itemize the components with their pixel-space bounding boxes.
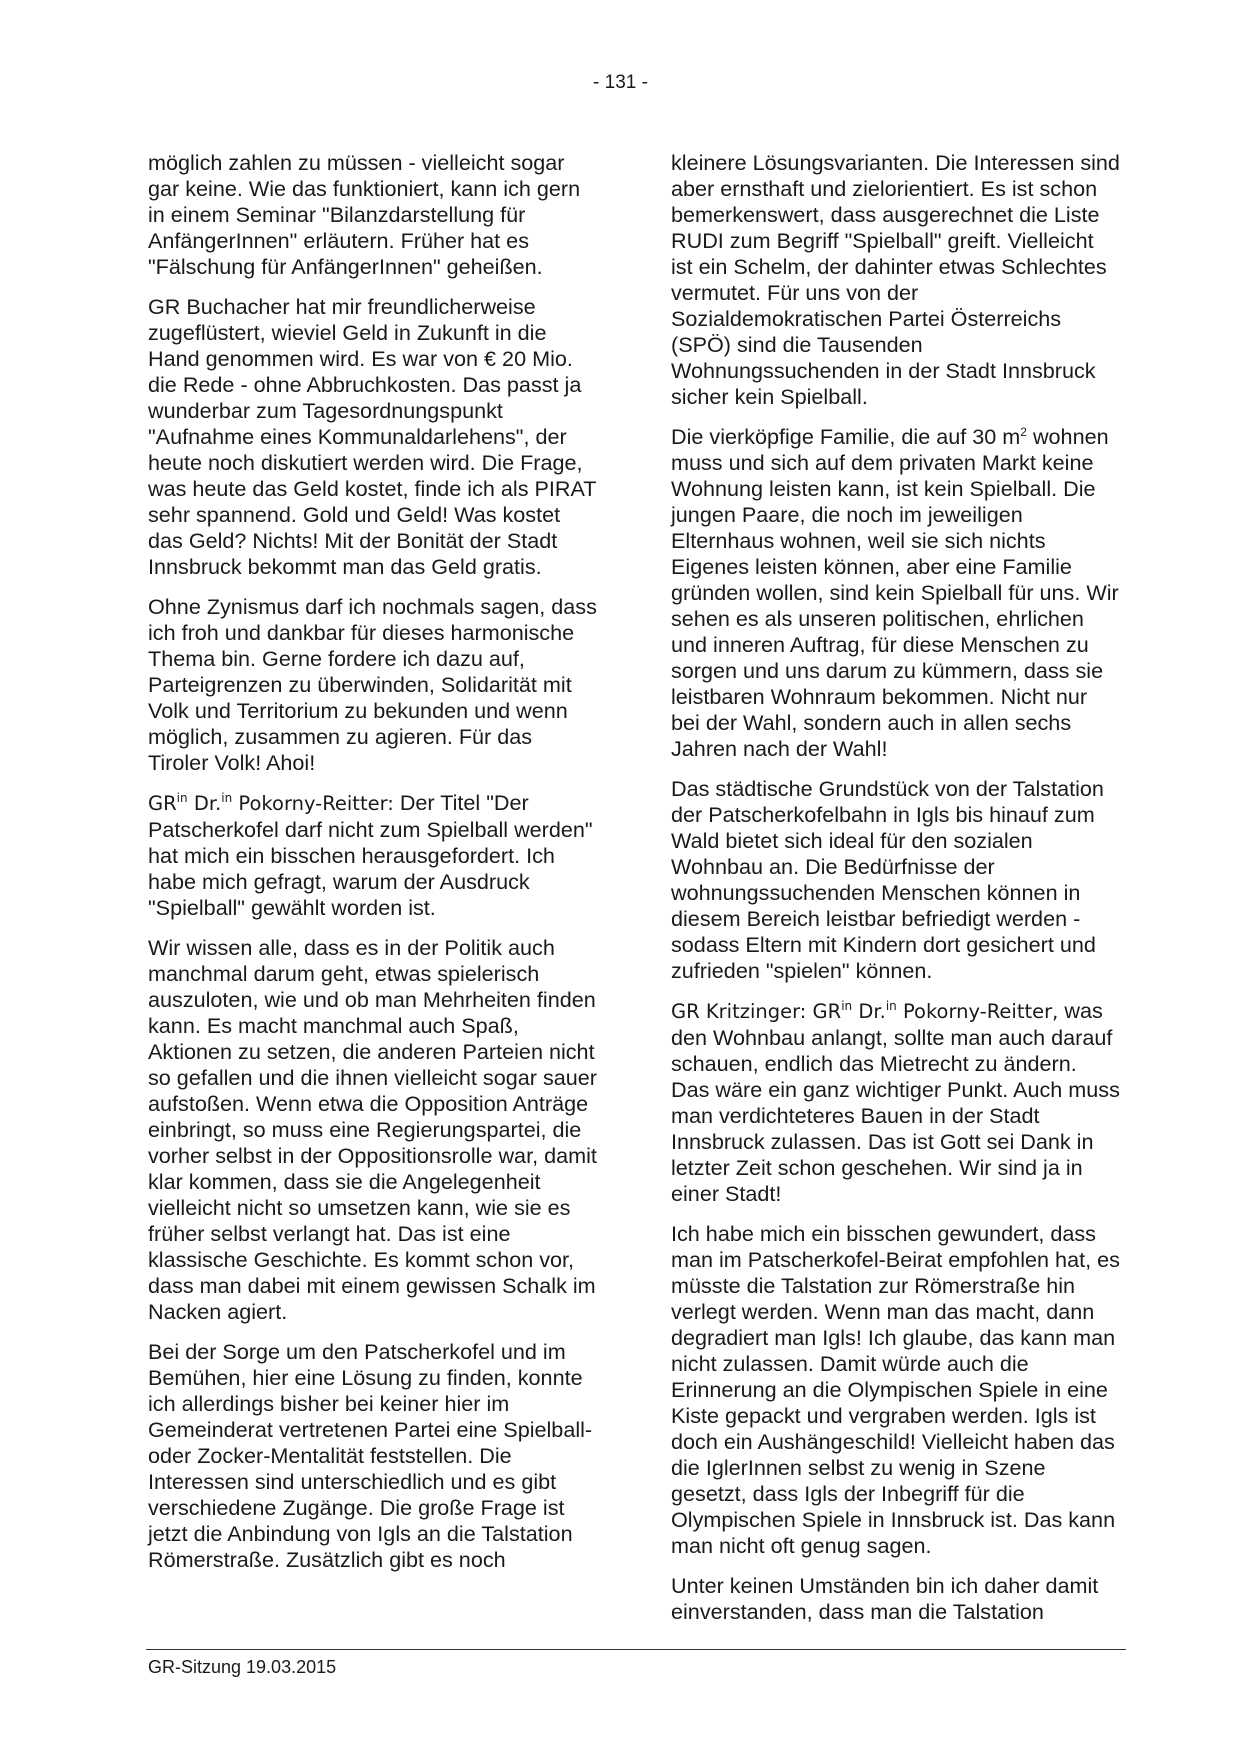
paragraph: möglich zahlen zu müssen - vielleicht sogar gar keine. Wie das funktioniert, kann ich gern in einem Seminar "Bilanzdarstellung für AnfängerInnen" erläutern. Früher hat es "Fälschung für AnfängerInnen" geheißen. (148, 150, 581, 279)
paragraph: kleinere Lösungsvarianten. Die Interessen sind aber ernsthaft und zielorientiert. Es ist schon bemerkenswert, dass ausgerechnet die Liste RUDI zum Begriff "Spielball" greift. Vielleicht ist ein Schelm, der dahinter etwas Schlechtes vermutet. Für uns von der Sozialdemokratischen Partei Österreichs (SPÖ) sind die Tausenden Wohnungssuchenden in der Stadt Innsbruck sicher kein Spielball. (671, 150, 1120, 409)
paragraph-text: was den Wohnbau anlangt, sollte man auch darauf schauen, endlich das Mietrecht zu ändern. Das wäre ein ganz wichtiger Punkt. Auch muss man verdichteteres Bauen in der Stadt Innsbruck zulassen. Das ist Gott sei Dank in letzter Zeit schon geschehen. Wir sind ja in einer Stadt! (671, 998, 1120, 1206)
speaker-label: GR Kritzinger: (671, 1000, 807, 1023)
paragraph-text: Die vierköpfige Familie, die auf 30 m (671, 424, 1021, 449)
superscript: in (841, 999, 853, 1013)
superscript: in (885, 999, 897, 1013)
speaker-name (671, 1000, 1058, 1023)
paragraph: Bei der Sorge um den Patscherkofel und im Bemühen, hier eine Lösung zu finden, konnte ich allerdings bisher bei keiner hier im Gemeinderat vertretenen Partei eine Spielball- oder Zocker-Mentalität feststellen. Die Interessen sind unterschiedlich und es gibt verschiedene Zugänge. Die große Frage ist jetzt die Anbindung von Igls an die Talstation Römerstraße. Zusätzlich gibt es noch (148, 1339, 593, 1572)
speaker-paragraph (148, 790, 598, 921)
paragraph: Wir wissen alle, dass es in der Politik auch manchmal darum geht, etwas spielerisch auszuloten, wie und ob man Mehrheiten finden kann. Es macht manchmal auch Spaß, Aktionen zu setzen, die anderen Parteien nicht so gefallen und die ihnen vielleicht sogar sauer aufstoßen. Wenn etwa die Opposition Anträge einbringt, so muss eine Regierungspartei, die vorher selbst in der Oppositionsrolle war, damit klar kommen, dass sie die Angelegenheit vielleicht nicht so umsetzen kann, wie sie es früher selbst verlangt hat. Das ist eine klassische Geschichte. Es kommt schon vor, dass man dabei mit einem gewissen Schalk im Nacken agiert. (148, 935, 597, 1324)
paragraph: GR Buchacher hat mir freundlicherweise zugeflüstert, wieviel Geld in Zukunft in die Hand genommen wird. Es war von € 20 Mio. die Rede - ohne Abbruchkosten. Das passt ja wunderbar zum Tagesordnungspunkt "Aufnahme eines Kommunaldarlehens", der heute noch diskutiert werden wird. Die Frage, was heute das Geld kostet, finde ich als PIRAT sehr spannend. Gold und Geld! Was kostet das Geld? Nichts! Mit der Bonität der Stadt Innsbruck bekommt man das Geld gratis. (148, 294, 597, 579)
superscript: in (221, 791, 233, 805)
footer-divider (146, 1649, 1126, 1650)
paragraph (671, 424, 1121, 762)
speaker-name (148, 792, 394, 815)
speaker-title: Dr. (187, 792, 222, 815)
speaker-surname: Pokorny-Reitter, (896, 1000, 1059, 1023)
page-number: - 131 - (593, 72, 648, 93)
speaker-title: Dr. (852, 1000, 886, 1023)
right-column (671, 150, 1121, 1639)
left-column (148, 150, 598, 1587)
speaker-paragraph (671, 998, 1121, 1207)
speaker-title: GR (148, 792, 177, 815)
paragraph-text: wohnen muss und sich auf dem privaten Markt keine Wohnung leisten kann, ist kein Spielball. Die jungen Paare, die noch im jeweiligen Elternhaus wohnen, weil sie sich nichts Eigenes leisten können, aber eine Familie gründen wollen, sind kein Spielball für uns. Wir sehen es als unseren politischen, ehrlichen und inneren Auftrag, für diese Menschen zu sorgen und uns darum zu kümmern, dass sie leistbaren Wohnraum bekommen. Nicht nur bei der Wahl, sondern auch in allen sechs Jahren nach der Wahl! (671, 424, 1119, 761)
superscript: 2 (1020, 425, 1027, 439)
superscript: in (176, 791, 188, 805)
speaker-title: GR (806, 1000, 842, 1023)
footer-session-date: GR-Sitzung 19.03.2015 (148, 1657, 337, 1677)
paragraph: Unter keinen Umständen bin ich daher damit einverstanden, dass man die Talstation (671, 1573, 1099, 1624)
paragraph: Ohne Zynismus darf ich nochmals sagen, dass ich froh und dankbar für dieses harmonische Thema bin. Gerne fordere ich dazu auf, Parteigrenzen zu überwinden, Solidarität mit Volk und Territorium zu bekunden und wenn möglich, zusammen zu agieren. Für das Tiroler Volk! Ahoi! (148, 594, 597, 775)
speaker-surname: Pokorny-Reitter: (232, 792, 394, 815)
paragraph: Ich habe mich ein bisschen gewundert, dass man im Patscherkofel-Beirat empfohlen hat, es müsste die Talstation zur Römerstraße hin verlegt werden. Wenn man das macht, dann degradiert man Igls! Ich glaube, das kann man nicht zulassen. Damit würde auch die Erinnerung an die Olympischen Spiele in eine Kiste gepackt und vergraben werden. Igls ist doch ein Aushängeschild! Vielleicht haben das die IglerInnen selbst zu wenig in Szene gesetzt, dass Igls der Inbegriff für die Olympischen Spiele in Innsbruck ist. Das kann man nicht oft genug sagen. (671, 1221, 1120, 1558)
paragraph: Das städtische Grundstück von der Talstation der Patscherkofelbahn in Igls bis hinauf zum Wald bietet sich ideal für den sozialen Wohnbau an. Die Bedürfnisse der wohnungssuchenden Menschen können in diesem Bereich leistbar befriedigt werden - sodass Eltern mit Kindern dort gesichert und zufrieden "spielen" können. (671, 776, 1104, 983)
paragraph-text: Der Titel "Der Patscherkofel darf nicht zum Spielball werden" hat mich ein bisschen herausgefordert. Ich habe mich gefragt, warum der Ausdruck "Spielball" gewählt worden ist. (148, 790, 593, 920)
